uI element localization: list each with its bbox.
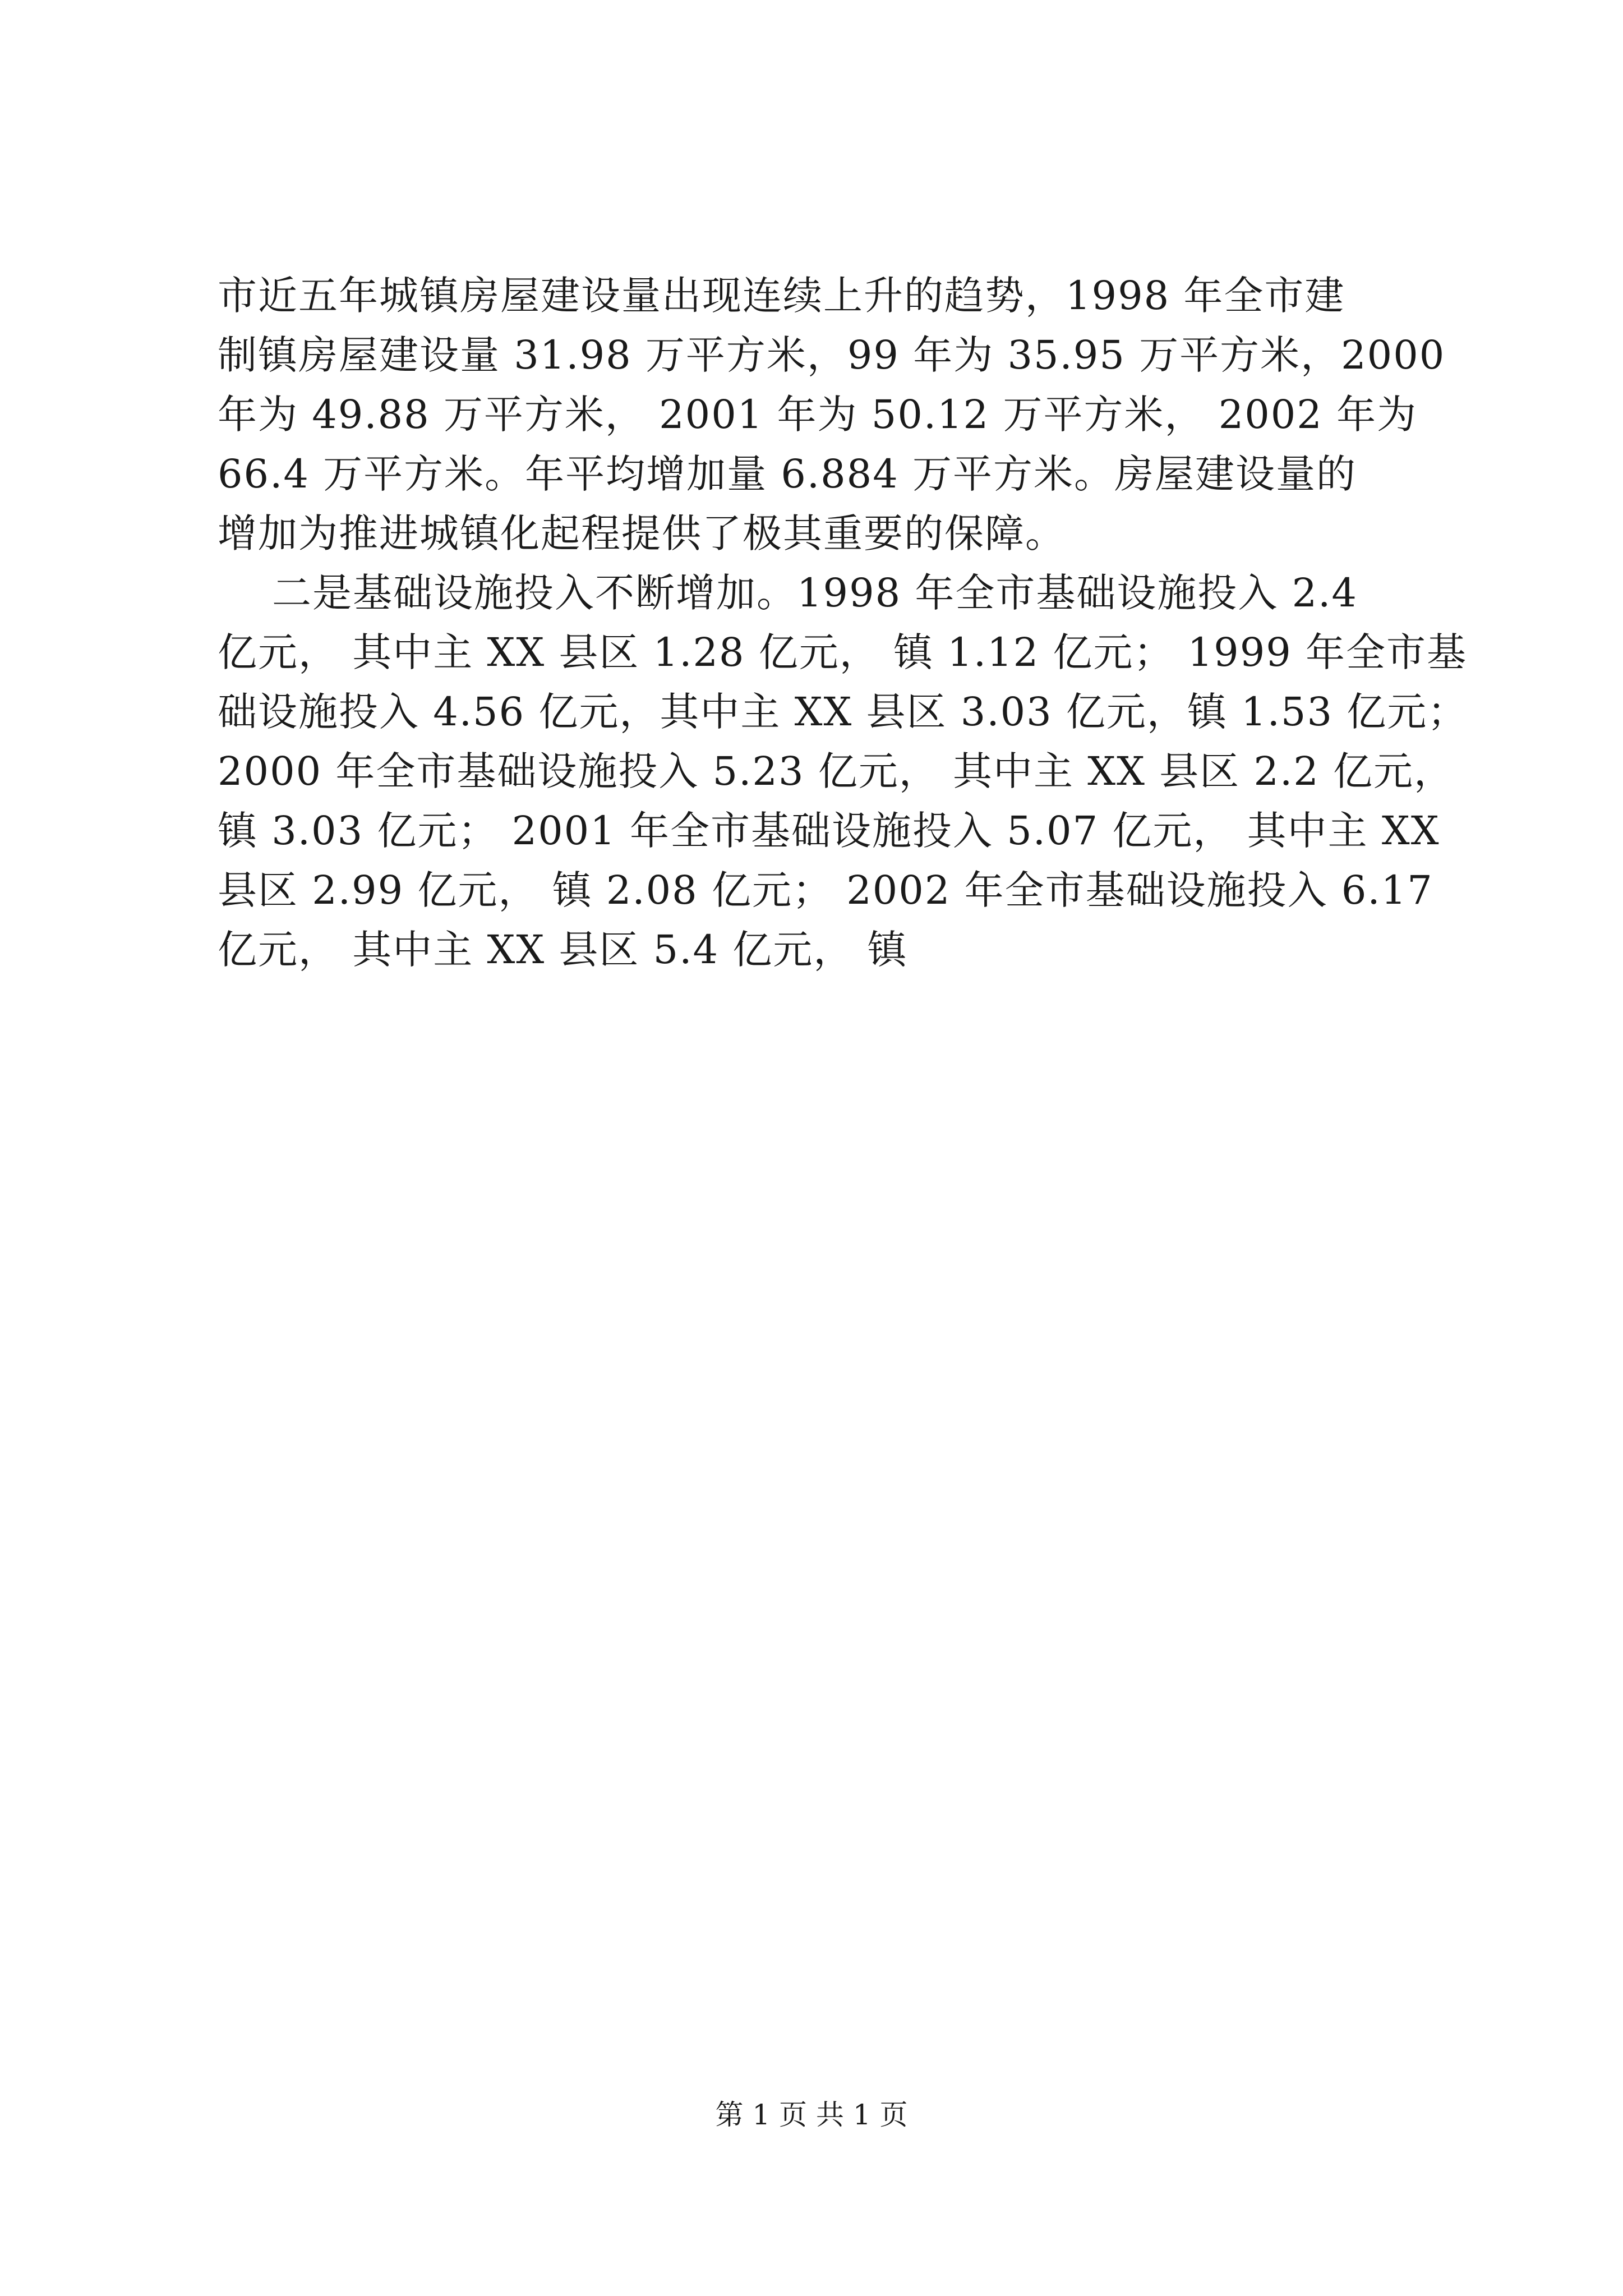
text-line: 础设施投入 4.56 亿元，其中主 XX 县区 3.03 亿元，镇 1.53 亿元；: [218, 689, 1468, 735]
body-text: [218, 266, 1468, 979]
text-line: 县区 2.99 亿元， 镇 2.08 亿元； 2002 年全市基础设施投入 6.17: [218, 867, 1433, 913]
text-line: 亿元， 其中主 XX 县区 1.28 亿元， 镇 1.12 亿元； 1999 年全市基: [218, 629, 1468, 675]
text-line: 市近五年城镇房屋建设量出现连续上升的趋势，1998 年全市建: [218, 273, 1345, 319]
page-number-footer: 第 1 页 共 1 页: [715, 2099, 908, 2131]
text-line: 2000 年全市基础设施投入 5.23 亿元， 其中主 XX 县区 2.2 亿元，: [218, 748, 1455, 794]
text-line: 66.4 万平方米。年平均增加量 6.884 万平方米。房屋建设量的: [218, 451, 1357, 497]
text-line: 年为 49.88 万平方米， 2001 年为 50.12 万平方米， 2002 年为: [218, 392, 1418, 438]
text-line: 增加为推进城镇化起程提供了极其重要的保障。: [218, 510, 1066, 556]
text-line: 亿元， 其中主 XX 县区 5.4 亿元， 镇: [218, 927, 908, 973]
text-line: 二是基础设施投入不断增加。1998 年全市基础设施投入 2.4: [218, 570, 1358, 616]
text-line: 制镇房屋建设量 31.98 万平方米，99 年为 35.95 万平方米，2000: [218, 332, 1446, 378]
text-line: 镇 3.03 亿元； 2001 年全市基础设施投入 5.07 亿元， 其中主 XX: [218, 808, 1440, 854]
